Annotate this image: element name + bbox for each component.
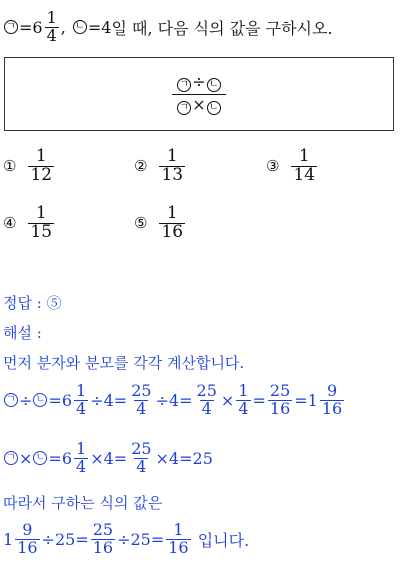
fraction [166, 522, 190, 557]
denominator: 4 [136, 456, 147, 476]
fraction [320, 383, 344, 418]
option-numerator: 1 [298, 146, 310, 166]
question-line [3, 10, 333, 45]
option-number: ① [3, 157, 17, 176]
fraction [129, 441, 153, 476]
option-denominator: 16 [161, 221, 184, 242]
circle-label-a: ㄱ [4, 20, 18, 34]
option-number: ③ [266, 157, 280, 176]
circle-label-a: ㄱ [177, 78, 191, 92]
fraction [268, 383, 292, 418]
numerator: 25 [92, 520, 114, 539]
eq-text: 입니다. [192, 530, 250, 550]
denominator: 16 [269, 398, 291, 418]
option-fraction [291, 148, 317, 185]
circle-label-b: ㄴ [207, 78, 221, 92]
a-fraction-numerator: 1 [46, 8, 57, 27]
eq-text: ×4=25 [155, 448, 213, 468]
option-fraction [28, 148, 54, 185]
eq-text: ÷4= [155, 390, 193, 410]
option-2[interactable] [134, 148, 187, 185]
option-denominator: 15 [30, 221, 53, 242]
option-numerator: 1 [35, 146, 47, 166]
denominator: 16 [321, 398, 343, 418]
option-fraction [159, 148, 185, 185]
fraction [91, 522, 115, 557]
divide-op: ÷ [192, 71, 206, 91]
numerator: 1 [238, 381, 249, 400]
eq-text: =6 [48, 390, 72, 410]
eq-text: ÷25= [41, 529, 89, 549]
option-number: ④ [3, 214, 17, 233]
fraction [236, 383, 250, 418]
denominator: 4 [76, 456, 87, 476]
multiply-op: × [192, 94, 206, 114]
fraction [74, 383, 88, 418]
eq-text: ×4= [90, 448, 128, 468]
a-fraction [45, 10, 59, 45]
circle-label-a: ㄱ [177, 101, 191, 115]
numerator: 1 [76, 381, 87, 400]
numerator: 25 [131, 439, 152, 458]
circle-label-a: ㄱ [4, 451, 18, 465]
eq-text: = [252, 390, 266, 410]
option-4[interactable] [3, 205, 56, 242]
op: ÷ [19, 390, 33, 410]
option-denominator: 13 [161, 164, 184, 185]
denominator: 16 [168, 537, 189, 557]
option-numerator: 1 [166, 146, 178, 166]
expression-box [4, 57, 394, 131]
circle-label-b: ㄴ [33, 393, 47, 407]
fraction [15, 522, 39, 557]
numerator: 1 [76, 439, 87, 458]
option-denominator: 12 [30, 164, 53, 185]
answer-label: 정답 : [3, 294, 47, 312]
explanation-line-3: 따라서 구하는 식의 값은 [3, 494, 163, 512]
option-1[interactable] [3, 148, 56, 185]
op: × [19, 448, 33, 468]
eq-text: ÷25= [117, 529, 165, 549]
numerator: 25 [131, 381, 152, 400]
denominator: 4 [201, 398, 212, 418]
denominator: 4 [136, 398, 147, 418]
eq-text: × [220, 390, 235, 410]
answer-line [3, 292, 62, 313]
option-denominator: 14 [293, 164, 316, 185]
option-3[interactable] [266, 148, 319, 185]
option-number: ⑤ [134, 214, 148, 233]
circle-label-b: ㄴ [73, 20, 87, 34]
explanation-equation-1 [3, 383, 346, 418]
fraction [129, 383, 153, 418]
circle-label-b: ㄴ [207, 101, 221, 115]
fraction [195, 383, 219, 418]
explanation-equation-final [3, 522, 249, 557]
denominator: 16 [17, 537, 38, 557]
option-numerator: 1 [166, 203, 178, 223]
option-numerator: 1 [35, 203, 47, 223]
option-fraction [159, 205, 185, 242]
denominator: 4 [238, 398, 249, 418]
eq-text: =6 [48, 448, 72, 468]
numerator: 25 [196, 381, 217, 400]
numerator: 9 [326, 381, 338, 400]
numerator: 25 [269, 381, 291, 400]
eq-sign: = [19, 17, 33, 37]
expression-denominator [172, 94, 225, 115]
expression-numerator [172, 71, 225, 94]
explanation-label: 해설 : [3, 324, 42, 342]
denominator: 4 [76, 398, 87, 418]
a-fraction-denominator: 4 [46, 25, 57, 45]
option-number: ② [134, 157, 148, 176]
separator: , [60, 17, 66, 37]
answer-value: ⑤ [46, 294, 62, 312]
question-text: 일 때, 다음 식의 값을 구하시오. [111, 18, 333, 38]
circle-label-a: ㄱ [4, 393, 18, 407]
numerator: 1 [173, 520, 184, 539]
a-whole: 6 [32, 17, 43, 37]
expression-fraction [172, 71, 225, 115]
option-5[interactable] [134, 205, 187, 242]
eq-text: 1 [3, 529, 14, 549]
option-fraction [28, 205, 54, 242]
circle-label-b: ㄴ [33, 451, 47, 465]
explanation-line-1: 먼저 분자와 분모를 각각 계산합니다. [3, 354, 245, 372]
eq-text: =1 [294, 390, 318, 410]
fraction [74, 441, 88, 476]
numerator: 9 [22, 520, 33, 539]
eq-text: ÷4= [90, 390, 128, 410]
denominator: 16 [92, 537, 114, 557]
b-value: =4 [87, 17, 112, 37]
explanation-equation-2 [3, 441, 213, 476]
